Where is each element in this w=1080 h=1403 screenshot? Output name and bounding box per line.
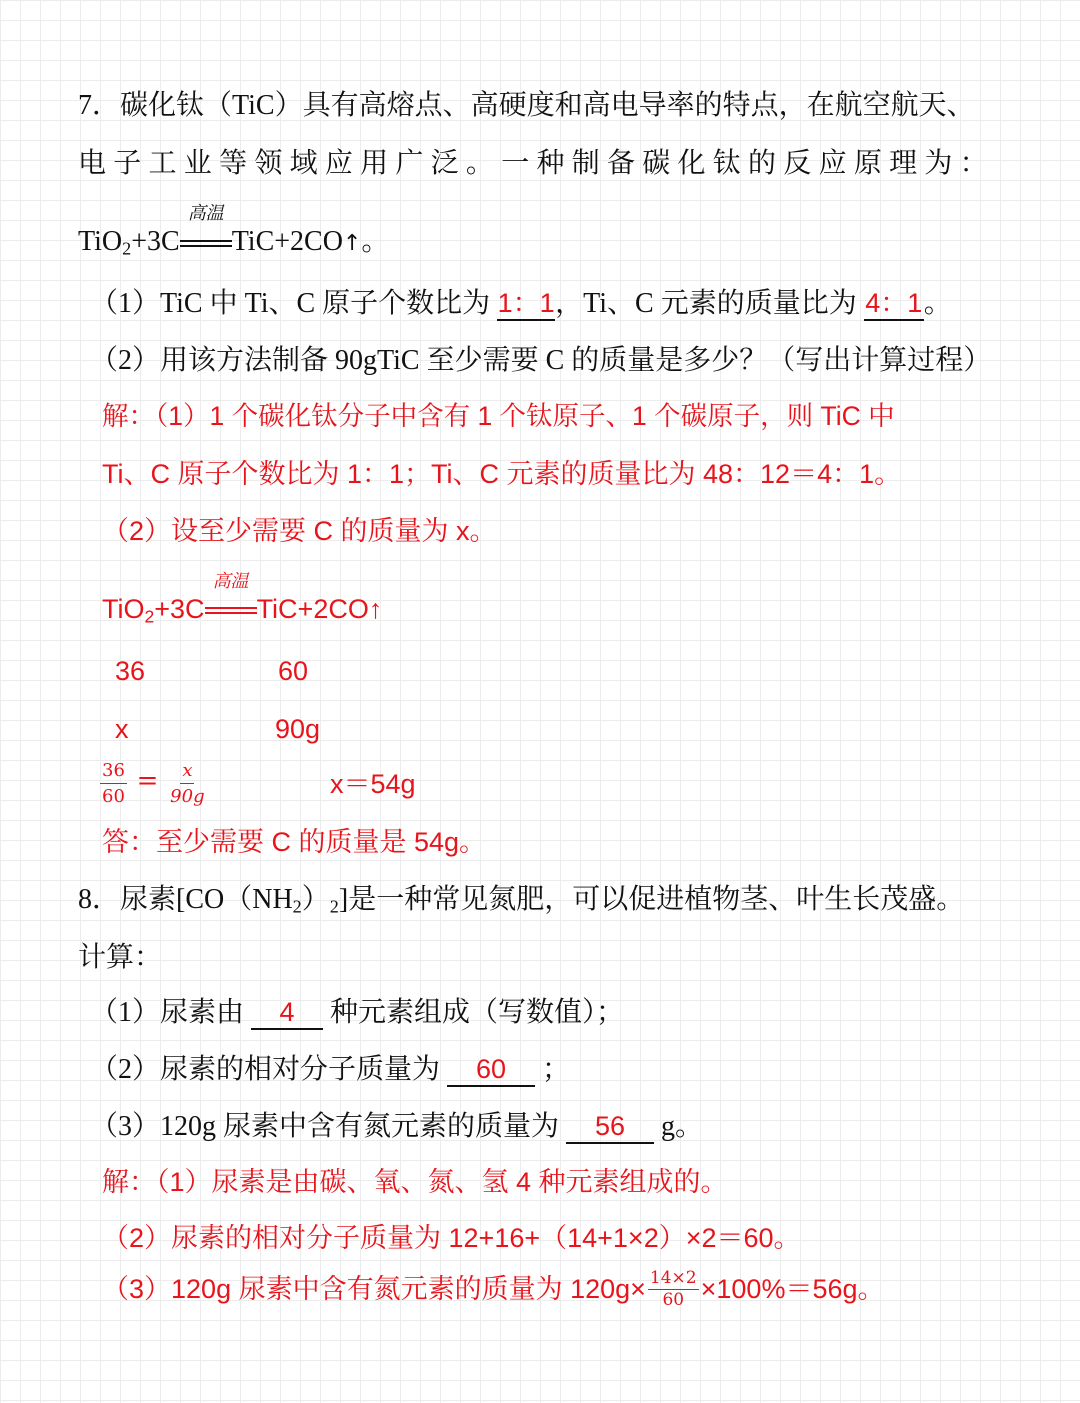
q7-solution-reaction: TiO$_2$+3C 高温 TiC+2CO↑	[102, 571, 383, 627]
q8-p3: （3）120g 尿素中含有氮元素的质量为 56 g。	[90, 1111, 704, 1142]
gas-arrow-icon: ↑	[368, 594, 383, 624]
q7-line2-char: 化	[677, 148, 706, 179]
q7-line2-char: 应	[324, 148, 353, 179]
q7-line2-char: 种	[536, 148, 565, 179]
q7-line2-char: 领	[254, 148, 283, 179]
q7-proportion: $\frac{36}{60}$ = $\frac{x}{90g}$	[102, 760, 205, 807]
q7-line2-char: 为	[924, 148, 953, 179]
q7-row2-right: 90g	[275, 714, 321, 744]
fraction-36-60: $\frac{36}{60}$	[102, 760, 125, 807]
q7-line2-char: 碳	[642, 148, 671, 179]
q7-line2-char: 泛	[430, 148, 459, 179]
q7-p1: （1）TiC 中 Ti、C 原子个数比为 1：1，Ti、C 元素的质量比为 4：1。	[90, 288, 952, 319]
q7-solution-line2: Ti、C 原子个数比为 1：1；Ti、C 元素的质量比为 48：12＝4：1。	[102, 459, 902, 489]
q8-p1-answer: 4	[251, 999, 323, 1030]
q7-line2-char: 制	[571, 148, 600, 179]
q8-p1: （1）尿素由 4 种元素组成（写数值）；	[90, 997, 625, 1028]
q7-p1-answer1: 1：1	[497, 290, 555, 321]
q7-row1-left: 36	[115, 656, 146, 686]
q7-line2	[78, 150, 988, 178]
q7-line2-char: 域	[289, 148, 318, 179]
q7-solution-line3: （2）设至少需要 C 的质量为 x。	[102, 516, 497, 546]
q7-line2-char: 备	[606, 148, 635, 179]
reaction-condition: 高温	[187, 203, 224, 223]
q8-line2: 计算：	[78, 942, 163, 973]
q7-line2-char: 等	[219, 148, 248, 179]
q8-solution-line2: （2）尿素的相对分子质量为 12+16+（14+1×2）×2＝60。	[102, 1223, 801, 1253]
solution-reaction-equals	[205, 571, 257, 623]
q8-p3-answer: 56	[566, 1113, 654, 1144]
reaction-lhs-b: +3C	[131, 226, 180, 257]
q7-line2-char: ：	[959, 148, 988, 179]
q7-line2-char: 反	[783, 148, 812, 179]
q7-line2-char: 一	[501, 148, 530, 179]
fraction-x-90g: $\frac{x}{90g}$	[170, 760, 205, 807]
q8-line1: 8．尿素$[CO(NH_2)_2]$是一种常见氮肥，可以促进植物茎、叶生长茂盛。	[78, 884, 965, 917]
q7-line2-char: 应	[818, 148, 847, 179]
q7-answer: 答：至少需要 C 的质量是 54g。	[102, 827, 487, 857]
q7-reaction	[78, 203, 390, 259]
q8-solution-line1: 解：（1）尿素是由碳、氧、氮、氢 4 种元素组成的。	[102, 1167, 728, 1197]
q7-p2: （2）用该方法制备 90gTiC 至少需要 C 的质量是多少？（写出计算过程）	[90, 345, 992, 376]
q7-line2-char: 。	[465, 148, 494, 179]
reaction-end: 。	[361, 226, 390, 257]
q8-solution-line3: （3）120g 尿素中含有氮元素的质量为 120g× $\frac{14\times 2}{60}$ ×100%＝56g。	[102, 1268, 885, 1310]
q7-solution-line1: 解：（1）1 个碳化钛分子中含有 1 个钛原子、1 个碳原子，则 TiC 中	[102, 401, 895, 431]
fraction-14x2-60: $\frac{14\times 2}{60}$	[649, 1268, 697, 1310]
q7-line2-char: 理	[889, 148, 918, 179]
q7-line2-char: 电	[78, 148, 107, 179]
reaction-lhs-a: TiO	[78, 226, 123, 257]
q7-row2-left: x	[115, 714, 129, 744]
reaction-sub: 2	[122, 238, 132, 259]
q7-line2-char: 的	[748, 148, 777, 179]
q7-line2-char: 子	[113, 148, 142, 179]
q7-line2-char: 原	[853, 148, 882, 179]
q7-line2-char: 钛	[712, 148, 741, 179]
reaction-equals	[180, 203, 232, 256]
gas-arrow-icon: ↑	[342, 231, 362, 256]
q7-row1-right: 60	[278, 656, 309, 686]
reaction-rhs: TiC+2CO	[231, 226, 343, 257]
q7-line2-char: 用	[360, 148, 389, 179]
q7-line2-char: 工	[148, 148, 177, 179]
q7-line1: 7．碳化钛（TiC）具有高熔点、高硬度和高电导率的特点，在航空航天、	[78, 90, 975, 121]
q8-p2-answer: 60	[447, 1056, 535, 1087]
q7-p1-answer2: 4：1	[864, 290, 924, 321]
solution-reaction-condition: 高温	[212, 571, 249, 591]
q7-result: x＝54g	[330, 769, 416, 799]
q7-line2-char: 业	[183, 148, 212, 179]
q7-line2-char: 广	[395, 148, 424, 179]
q8-p2: （2）尿素的相对分子质量为 60 ；	[90, 1054, 571, 1085]
